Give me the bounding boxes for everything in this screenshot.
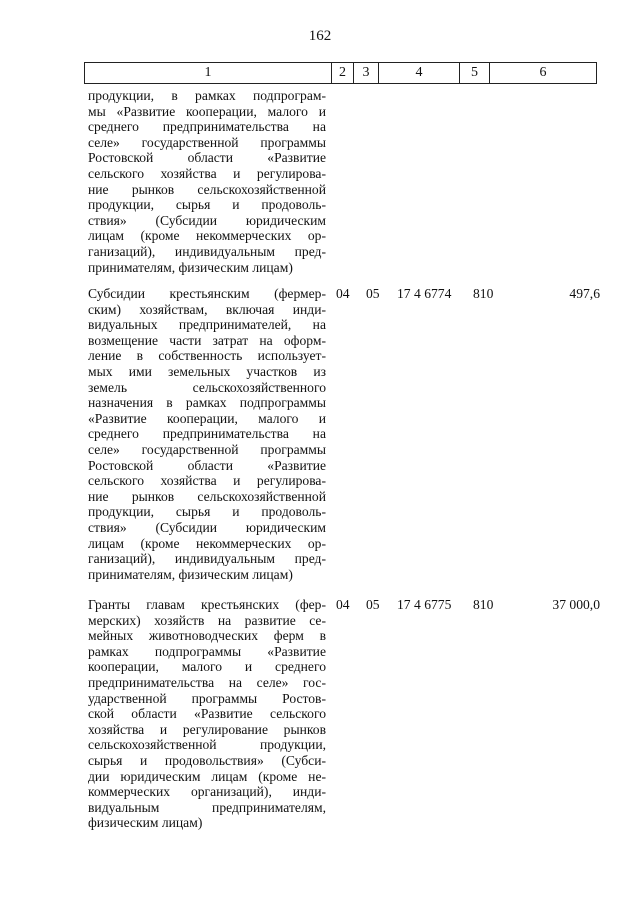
description-line: хозяйства и регулирование рынков	[88, 721, 326, 737]
expense-type-code: 810	[473, 597, 494, 612]
description-line: принимателям, физическим лицам)	[88, 259, 293, 275]
row-description	[88, 88, 326, 275]
header-col-5: 5	[459, 62, 490, 84]
subsection-code: 05	[366, 597, 380, 612]
description-line: ганизаций), индивидуальным пред-	[88, 551, 326, 567]
amount-value: 497,6	[569, 286, 600, 301]
description-line: лицам (кроме некоммерческих ор-	[88, 228, 326, 244]
description-line: ударственной программы Ростов-	[88, 690, 326, 706]
row-description	[88, 597, 326, 831]
description-line: продукции, сырья и продоволь-	[88, 197, 326, 213]
description-line: продукции, в рамках подпрограм-	[88, 88, 326, 103]
description-line: физическим лицам)	[88, 815, 203, 831]
header-col-6: 6	[489, 62, 597, 84]
header-col-4: 4	[378, 62, 460, 84]
description-line: кооперации, малого и среднего	[88, 659, 326, 675]
description-line: принимателям, физическим лицам)	[88, 566, 293, 582]
description-line: сельского хозяйства и регулирова-	[88, 473, 326, 489]
description-line: Ростовской области «Развитие	[88, 457, 326, 473]
description-line: назначения в рамках подпрограммы	[88, 395, 326, 411]
header-col-1: 1	[84, 62, 332, 84]
description-line: мых ими земельных участков из	[88, 363, 326, 379]
description-line: возмещение части затрат на оформ-	[88, 332, 326, 348]
expense-type-code: 810	[473, 286, 494, 301]
description-line: Ростовской области «Развитие	[88, 150, 326, 166]
description-line: лицам (кроме некоммерческих ор-	[88, 535, 326, 551]
description-line: Субсидии крестьянским (фермер-	[88, 286, 326, 301]
description-line: ние рынков сельскохозяйственной	[88, 488, 326, 504]
description-line: видуальным предпринимателям,	[88, 799, 326, 815]
description-line: мерских) хозяйств на развитие се-	[88, 612, 326, 628]
description-line: селе» государственной программы	[88, 134, 326, 150]
table-header	[84, 62, 597, 84]
description-line: «Развитие кооперации, малого и	[88, 410, 326, 426]
description-line: сельского хозяйства и регулирова-	[88, 165, 326, 181]
description-line: ским) хозяйствам, включая инди-	[88, 301, 326, 317]
description-line: видуальных предпринимателей, на	[88, 317, 326, 333]
description-line: ганизаций), индивидуальным пред-	[88, 243, 326, 259]
section-code: 04	[336, 597, 350, 612]
description-line: дии юридическим лицам (кроме не-	[88, 768, 326, 784]
description-line: ление в собственность использует-	[88, 348, 326, 364]
description-line: ствия» (Субсидии юридическим	[88, 212, 326, 228]
description-line: мейных животноводческих ферм в	[88, 628, 326, 644]
description-line: предпринимательства на селе» гос-	[88, 674, 326, 690]
section-code: 04	[336, 286, 350, 301]
subsection-code: 05	[366, 286, 380, 301]
amount-value: 37 000,0	[552, 597, 600, 612]
description-line: среднего предпринимательства на	[88, 426, 326, 442]
description-line: мы «Развитие кооперации, малого и	[88, 103, 326, 119]
description-line: Гранты главам крестьянских (фер-	[88, 597, 326, 612]
description-line: ской области «Развитие сельского	[88, 706, 326, 722]
description-line: среднего предпринимательства на	[88, 119, 326, 135]
target-article-code: 17 4 6774	[397, 286, 452, 301]
description-line: сырья и продовольствия» (Субси-	[88, 752, 326, 768]
row-description	[88, 286, 326, 582]
description-line: рамках подпрограммы «Развитие	[88, 643, 326, 659]
description-line: сельскохозяйственной продукции,	[88, 737, 326, 753]
header-col-3: 3	[353, 62, 379, 84]
target-article-code: 17 4 6775	[397, 597, 452, 612]
description-line: селе» государственной программы	[88, 441, 326, 457]
description-line: ние рынков сельскохозяйственной	[88, 181, 326, 197]
description-line: земель сельскохозяйственного	[88, 379, 326, 395]
description-line: коммерческих организаций), инди-	[88, 784, 326, 800]
description-line: ствия» (Субсидии юридическим	[88, 519, 326, 535]
header-col-2: 2	[331, 62, 354, 84]
description-line: продукции, сырья и продоволь-	[88, 504, 326, 520]
page-number: 162	[308, 28, 332, 44]
